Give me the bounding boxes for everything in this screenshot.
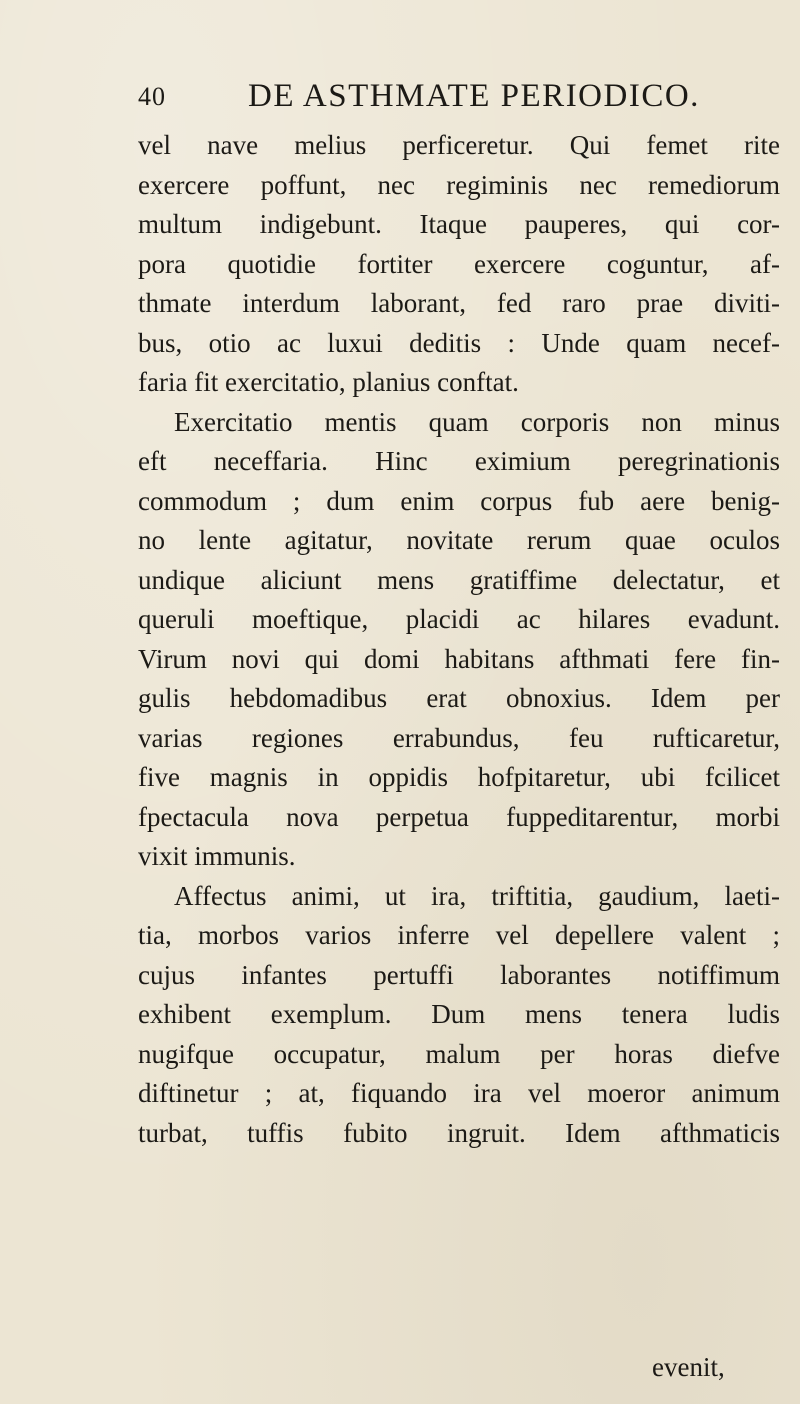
page-number: 40 (138, 82, 166, 111)
paragraph-start-line: Exercitatio mentis quam corporis non minus (174, 406, 780, 437)
text-line: eft neceffaria. Hinc eximium peregrinationis (138, 446, 780, 476)
text-line: thmate interdum laborant, fed raro prae diviti- (138, 288, 780, 318)
text-line: cujus infantes pertuffi laborantes notiffimum (138, 959, 780, 990)
text-line: queruli moeftique, placidi ac hilares evadunt. (138, 604, 780, 634)
text-line: commodum ; dum enim corpus fub aere benig- (138, 485, 780, 516)
text-line: turbat, tuffis fubito ingruit. Idem afthmaticis (138, 1117, 780, 1148)
running-title: DE ASTHMATE PERIODICO. (248, 78, 700, 114)
text-line: nugifque occupatur, malum per horas diefve (138, 1038, 780, 1069)
text-line: vel nave melius perficeretur. Qui femet rite (138, 130, 780, 160)
body-text (138, 126, 780, 1153)
text-line: no lente agitatur, novitate rerum quae oculos (138, 525, 780, 555)
text-line: faria fit exercitatio, planius conftat. (138, 367, 519, 397)
catchword: evenit, (652, 1352, 725, 1382)
text-line: gulis hebdomadibus erat obnoxius. Idem per (138, 683, 780, 713)
text-line: pora quotidie fortiter exercere coguntur, af- (138, 248, 780, 279)
text-line: fpectacula nova perpetua fuppeditarentur, morbi (138, 801, 780, 832)
text-line: five magnis in oppidis hofpitaretur, ubi fcilicet (138, 762, 780, 792)
paragraph-start-line: Affectus animi, ut ira, triftitia, gaudium, laeti- (174, 880, 780, 911)
page-header (138, 78, 778, 122)
text-line: diftinetur ; at, fiquando ira vel moeror animum (138, 1078, 780, 1108)
text-line: bus, otio ac luxui deditis : Unde quam necef- (138, 327, 780, 358)
text-line: vixit immunis. (138, 841, 296, 871)
text-line: exhibent exemplum. Dum mens tenera ludis (138, 999, 780, 1029)
text-line: multum indigebunt. Itaque pauperes, qui cor- (138, 209, 780, 239)
text-line: varias regiones errabundus, feu rufticaretur, (138, 722, 780, 753)
text-line: Virum novi qui domi habitans afthmati fere fin- (138, 643, 780, 674)
text-line: undique aliciunt mens gratiffime delectatur, et (138, 564, 780, 595)
text-line: exercere poffunt, nec regiminis nec remediorum (138, 169, 780, 200)
text-line: tia, morbos varios inferre vel depellere valent ; (138, 920, 780, 950)
